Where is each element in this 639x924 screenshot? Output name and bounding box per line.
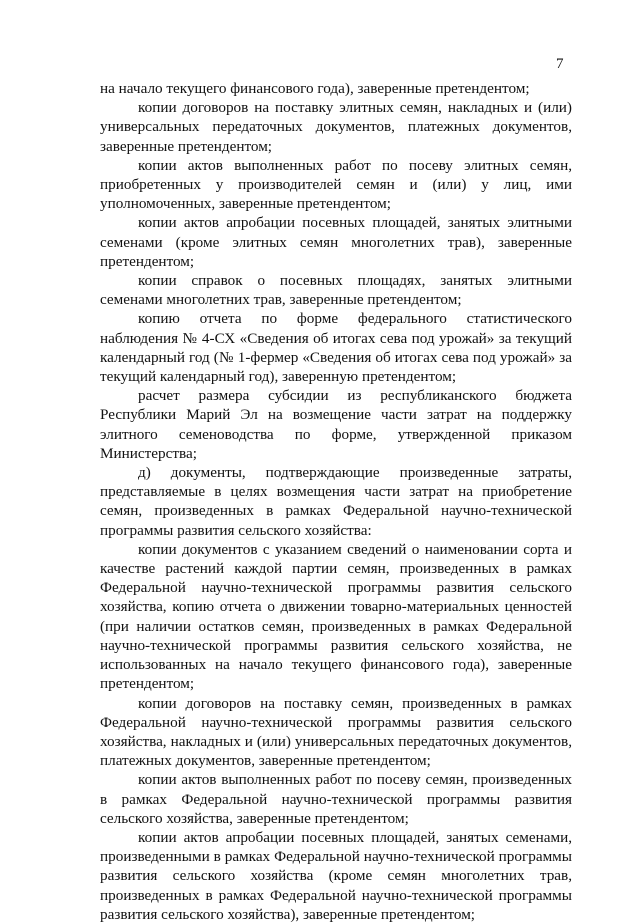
paragraph-program-sowing-acts: копии актов выполненных работ по посеву семян, произведенных в рамках Федеральной научно-технической программы развития сельского хозяйства, заверенные претендентом; bbox=[100, 771, 572, 827]
paragraph-statistical-report: копию отчета по форме федерального статистического наблюдения № 4-СХ «Сведения об итогах сева под урожай» за текущий календарный год (№ 1-фермер «Сведения об итогах сева под урожай» за текущий календарный год), заверенную претендентом; bbox=[100, 310, 572, 386]
paragraph-sowing-acts: копии актов выполненных работ по посеву элитных семян, приобретенных у производителей семян и (или) у лиц, ими уполномоченных, заверенные претендентом; bbox=[100, 156, 572, 213]
paragraph-variety-documents: копии документов с указанием сведений о наименовании сорта и качестве растений каждой партии семян, произведенных в рамках Федеральной научно-технической программы развития сельского хозяйства, копию отчета о движении товарно-материальных ценностей (при наличии остатков семян, произведенных в рамках Федеральной научно-технической программы развития сельского хозяйства, не использованных на начало текущего финансового года), заверенные претендентом; bbox=[100, 540, 572, 693]
paragraph-subsidy-calculation: расчет размера субсидии из республиканского бюджета Республики Марий Эл на возмещение части затрат на поддержку элитного семеноводства по форме, утвержденной приказом Министерства; bbox=[100, 387, 572, 462]
paragraph-continuation: на начало текущего финансового года), заверенные претендентом; bbox=[100, 80, 530, 97]
paragraph-program-approbation-acts: копии актов апробации посевных площадей, занятых семенами, произведенными в рамках Федеральной научно-технической программы развития сельского хозяйства (кроме семян многолетних трав, произведенных в рамках Федеральной научно-технической программы развития сельского хозяйства), заверенные претендентом; bbox=[100, 828, 572, 923]
paragraph-approbation-acts: копии актов апробации посевных площадей, занятых элитными семенами (кроме элитных семян многолетних трав), заверенные претендентом; bbox=[100, 214, 572, 270]
paragraph-area-certificates: копии справок о посевных площадях, занятых элитными семенами многолетних трав, заверенные претендентом; bbox=[100, 272, 572, 309]
paragraph-supply-contracts: копии договоров на поставку элитных семян, накладных и (или) универсальных передаточных документов, платежных документов, заверенные претендентом; bbox=[100, 99, 572, 155]
document-body bbox=[100, 79, 572, 924]
page-number: 7 bbox=[556, 56, 564, 72]
paragraph-item-d: д) документы, подтверждающие произведенные затраты, представляемые в целях возмещения части затрат на приобретение семян, произведенных в рамках Федеральной научно-технической программы развития сельского хозяйства: bbox=[100, 464, 572, 539]
paragraph-program-supply-contracts: копии договоров на поставку семян, произведенных в рамках Федеральной научно-технической программы развития сельского хозяйства, накладных и (или) универсальных передаточных документов, платежных документов, заверенные претендентом; bbox=[100, 694, 572, 770]
